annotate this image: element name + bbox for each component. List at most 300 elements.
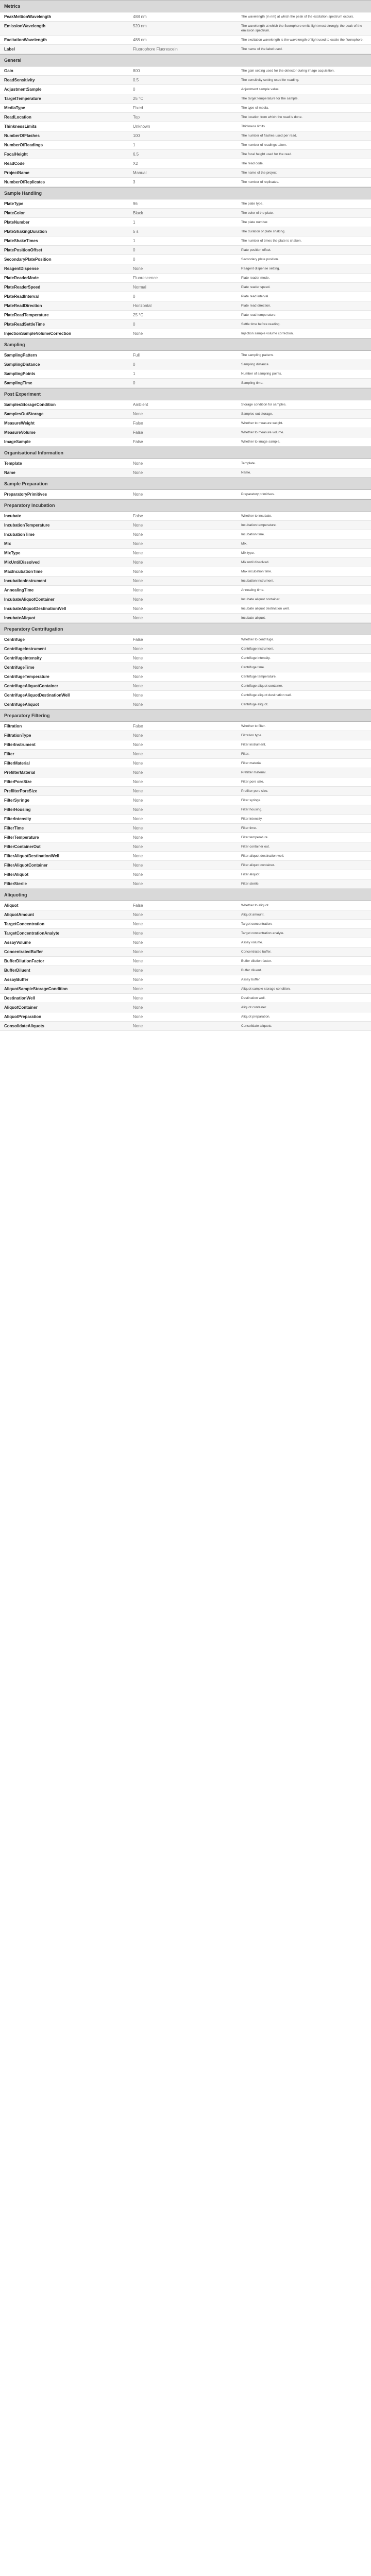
option-row [0,966,371,975]
option-name: PreparatoryPrimitives [4,492,47,497]
option-value: 6.5 [133,152,139,157]
option-description: Whether to measure volume. [241,431,284,434]
option-description: Mix until dissolved. [241,561,269,564]
option-row [0,468,371,478]
option-row [0,815,371,824]
option-name: FilterContainerOut [4,844,41,849]
option-row [0,731,371,740]
section-header: General [0,54,371,66]
option-name: ReadCode [4,161,25,166]
option-description: The type of media. [241,106,269,110]
option-row [0,22,371,36]
option-description: Concentrated buffer. [241,950,272,954]
option-row [0,292,371,301]
section-rows [0,12,371,54]
option-value: Top [133,115,140,120]
option-value: None [133,693,143,698]
option-name: NumberOfReadings [4,143,43,147]
option-row [0,759,371,768]
option-value: None [133,854,143,858]
option-row [0,691,371,700]
section-rows [0,351,371,388]
option-description: Injection sample volume correction. [241,332,294,335]
option-name: FilterTemperature [4,835,39,840]
option-description: Whether to incubate. [241,514,272,518]
option-description: Plate position offset. [241,248,272,252]
section-rows [0,722,371,889]
option-value: False [133,430,143,435]
option-value: None [133,996,143,1001]
section-header: Organisational Information [0,447,371,459]
option-description: The sensitivity setting used for reading. [241,78,299,82]
option-value: 100 [133,133,140,138]
option-value: 96 [133,201,138,206]
option-description: Secondary plate position. [241,258,279,261]
option-value: None [133,606,143,611]
option-row [0,938,371,947]
option-name: ConcentratedBuffer [4,950,43,954]
option-description: Mix. [241,542,247,546]
option-name: SamplesOutStorage [4,412,44,416]
option-row [0,595,371,604]
option-name: PlateShakingDuration [4,229,47,234]
option-description: The excitation wavelength is the wavelength of light used to excite the fluorophore. [241,38,364,42]
option-name: FilterIntensity [4,817,31,821]
option-value: None [133,807,143,812]
option-value: Fluorophore Fluorescein [133,47,178,52]
option-row [0,1022,371,1031]
option-description: Plate read interval. [241,295,269,298]
option-name: PlateReaderMode [4,276,39,280]
option-name: ReadSensitivity [4,78,35,82]
option-row [0,824,371,833]
option-name: FilterTime [4,826,24,831]
option-name: AliquotSampleStorageCondition [4,987,68,991]
option-name: IncubateAliquot [4,616,36,620]
option-row [0,787,371,796]
option-row [0,539,371,549]
option-name: ThinknessLimits [4,124,37,129]
option-row [0,663,371,672]
option-value: False [133,439,143,444]
option-description: The plate type. [241,202,263,206]
option-name: IncubateAliquotContainer [4,597,55,602]
section-header: Metrics [0,0,371,12]
option-row [0,549,371,558]
option-name: AdjustmentSample [4,87,42,92]
option-row [0,311,371,320]
option-description: Assay buffer. [241,978,261,981]
option-name: MeasureVolume [4,430,36,435]
option-description: Centrifuge aliquot container. [241,684,283,688]
option-name: AliquotContainer [4,1005,38,1010]
section-rows [0,199,371,338]
option-row [0,722,371,731]
option-value: 488 nm [133,38,147,42]
option-name: CentrifugeAliquot [4,702,39,707]
option-description: The duration of plate shaking. [241,230,285,233]
option-row [0,750,371,759]
option-value: None [133,844,143,849]
option-value: 0.5 [133,78,139,82]
option-value: None [133,266,143,271]
option-description: Number of sampling points. [241,372,282,376]
options-table-page [0,0,371,1031]
section-header: Aliquoting [0,889,371,901]
option-description: The color of the plate. [241,211,274,215]
option-row [0,635,371,645]
option-name: Incubate [4,514,21,518]
option-description: Filter intensity. [241,817,263,821]
option-value: None [133,1005,143,1010]
option-description: Max incubation time. [241,570,272,573]
option-name: Filter [4,752,14,756]
option-description: The location from which the read is done. [241,115,302,119]
option-name: ImageSample [4,439,31,444]
option-row [0,577,371,586]
option-description: Mix type. [241,551,255,555]
option-row [0,236,371,246]
option-name: FilterAliquot [4,872,29,877]
option-name: MixUntilDissolved [4,560,40,565]
option-row [0,428,371,437]
option-row [0,264,371,274]
option-value: 1 [133,143,136,147]
option-name: Gain [4,69,13,73]
option-value: None [133,977,143,982]
option-name: SamplesStorageCondition [4,402,56,407]
option-name: ReagentDispense [4,266,39,271]
option-description: Target concentration. [241,922,273,926]
option-value: None [133,492,143,497]
option-name: FilterMaterial [4,761,30,766]
section-header: Sampling [0,338,371,351]
option-name: CentrifugeIntensity [4,656,42,660]
option-value: None [133,882,143,886]
option-description: Incubate aliquot container. [241,598,280,601]
option-name: FilterPoreSize [4,779,32,784]
option-value: None [133,684,143,688]
option-row [0,122,371,131]
option-row [0,45,371,54]
option-name: NumberOfReplicates [4,180,45,184]
option-row [0,168,371,178]
option-value: None [133,579,143,583]
option-value: None [133,1014,143,1019]
option-name: PlateReadTemperature [4,313,49,317]
option-row [0,768,371,777]
option-name: Filtration [4,724,22,728]
option-row [0,159,371,168]
option-name: CentrifugeTemperature [4,674,49,679]
option-value: None [133,733,143,738]
option-description: The focal height used for the read. [241,152,293,156]
option-row [0,852,371,861]
option-description: Incubation temperature. [241,523,277,527]
option-description: Thickness limits. [241,125,266,128]
option-name: DestinationWell [4,996,35,1001]
option-description: Buffer dilution factor. [241,959,272,963]
option-description: Target concentration analyte. [241,931,284,935]
option-name: PlateType [4,201,24,206]
option-name: SecondaryPlatePosition [4,257,52,262]
option-name: MaxIncubationTime [4,569,43,574]
option-description: Plate read direction. [241,304,271,308]
option-description: Incubation instrument. [241,579,274,583]
option-row [0,842,371,852]
option-row [0,700,371,709]
option-name: Aliquot [4,903,19,908]
option-row [0,975,371,985]
option-value: None [133,665,143,670]
option-row [0,654,371,663]
option-description: Prefilter pore size. [241,789,268,793]
option-row [0,604,371,614]
option-description: Sampling time. [241,381,263,385]
option-name: ConsolidateAliquots [4,1024,44,1028]
option-value: Unknown [133,124,150,129]
option-row [0,558,371,567]
option-description: Filter instrument. [241,743,266,747]
option-value: 0 [133,257,136,262]
option-description: Assay volume. [241,941,263,944]
option-description: Sampling distance. [241,363,269,366]
option-name: CentrifugeAliquotContainer [4,684,58,688]
option-row [0,929,371,938]
option-name: IncubationInstrument [4,579,46,583]
option-value: None [133,470,143,475]
option-row [0,437,371,447]
option-row [0,994,371,1003]
option-value: None [133,551,143,555]
option-value: None [133,863,143,868]
option-name: Mix [4,541,11,546]
option-description: Centrifuge aliquot destination well. [241,693,293,697]
option-description: Incubate aliquot destination well. [241,607,290,611]
option-row [0,672,371,682]
option-name: SamplingDistance [4,362,40,367]
option-row [0,218,371,227]
option-row [0,1003,371,1012]
option-name: BufferDiluent [4,968,30,973]
option-row [0,1012,371,1022]
option-row [0,369,371,379]
option-name: Name [4,470,15,475]
option-value: None [133,940,143,945]
option-value: 1 [133,220,136,225]
option-name: ExcitationWavelength [4,38,47,42]
option-description: The plate number. [241,221,268,224]
option-row [0,329,371,338]
section-rows [0,901,371,1031]
option-value: None [133,789,143,793]
option-value: Black [133,211,143,215]
option-description: The sampling pattern. [241,353,274,357]
option-row [0,227,371,236]
option-value: None [133,817,143,821]
option-description: Centrifuge instrument. [241,647,274,651]
option-description: Filter material. [241,761,263,765]
option-name: EmissionWavelength [4,24,46,28]
option-description: The wavelength (in nm) at which the peak of the excitation spectrum occurs. [241,15,354,19]
option-description: The read code. [241,162,264,165]
option-value: False [133,724,143,728]
option-description: Samples out storage. [241,412,273,416]
option-value: None [133,674,143,679]
option-row [0,682,371,691]
option-row [0,957,371,966]
option-description: Adjustment sample value. [241,88,280,91]
option-row [0,870,371,879]
option-description: Annealing time. [241,588,264,592]
option-description: Whether to centrifuge. [241,638,274,641]
option-value: Full [133,353,140,358]
option-description: The wavelength at which the fluorophore emits light most strongly, the peak of the emission spectrum. [241,24,362,32]
option-row [0,320,371,329]
section-rows [0,490,371,499]
option-description: Storage condition for samples. [241,403,286,406]
option-row [0,985,371,994]
option-row [0,351,371,360]
option-row [0,400,371,410]
option-value: Fluorescence [133,276,158,280]
option-row [0,131,371,141]
option-value: Fixed [133,106,143,110]
option-description: The number of flashes used per read. [241,134,297,138]
option-description: Filtration type. [241,734,262,737]
option-row [0,12,371,22]
section-header: Sample Preparation [0,478,371,490]
option-row [0,76,371,85]
option-row [0,740,371,750]
option-name: PlateColor [4,211,25,215]
option-row [0,521,371,530]
option-row [0,567,371,577]
option-row [0,150,371,159]
option-name: CentrifugeAliquotDestinationWell [4,693,70,698]
option-description: Filter syringe. [241,799,262,802]
option-description: Plate reader speed. [241,285,271,289]
option-value: None [133,560,143,565]
option-name: PlateShakeTimes [4,239,38,243]
option-value: None [133,523,143,528]
option-row [0,861,371,870]
option-value: None [133,770,143,775]
option-description: Centrifuge temperature. [241,675,277,679]
option-value: None [133,826,143,831]
option-row [0,178,371,187]
option-name: PrefilterMaterial [4,770,36,775]
option-value: 800 [133,69,140,73]
option-name: MeasureWeight [4,421,35,426]
option-description: Whether to measure weight. [241,421,283,425]
option-name: FilterHousing [4,807,31,812]
option-name: FilterSyringe [4,798,29,803]
option-value: None [133,656,143,660]
option-description: Aliquot amount. [241,913,265,917]
option-description: The number of readings taken. [241,143,287,147]
option-name: SamplingTime [4,381,32,385]
option-name: FilterSterile [4,882,27,886]
option-row [0,283,371,292]
option-row [0,66,371,76]
option-name: Label [4,47,15,52]
section-rows [0,512,371,623]
option-value: None [133,968,143,973]
option-name: MixType [4,551,21,555]
option-name: PrefilterPoreSize [4,789,38,793]
option-value: None [133,835,143,840]
option-row [0,94,371,104]
option-value: None [133,931,143,936]
option-name: SamplingPattern [4,353,37,358]
option-value: Horizontal [133,303,152,308]
option-name: PlateNumber [4,220,30,225]
option-value: 488 nm [133,14,147,19]
option-name: PlateReaderSpeed [4,285,41,290]
option-row [0,530,371,539]
option-value: 0 [133,381,136,385]
option-description: Settle time before reading. [241,323,281,326]
option-value: 5 s [133,229,139,234]
option-value: None [133,950,143,954]
option-description: Filter aliquot destination well. [241,854,284,858]
option-name: PlateReadSettleTime [4,322,45,327]
option-description: Filter. [241,752,249,756]
option-value: 1 [133,239,136,243]
option-row [0,459,371,468]
option-description: Plate reader mode. [241,276,270,280]
option-value: None [133,597,143,602]
option-value: None [133,779,143,784]
option-description: Aliquot container. [241,1006,267,1009]
option-row [0,910,371,920]
option-row [0,379,371,388]
option-value: 25 °C [133,96,144,101]
option-description: Destination well. [241,996,266,1000]
option-description: Reagent dispense setting. [241,267,280,270]
option-description: Aliquot sample storage condition. [241,987,291,991]
option-name: FilterInstrument [4,742,36,747]
option-value: None [133,959,143,963]
section-header: Preparatory Filtering [0,709,371,722]
option-name: AliquotPreparation [4,1014,42,1019]
option-description: Filter housing. [241,808,262,811]
option-value: None [133,761,143,766]
option-name: PlateReadInterval [4,294,39,299]
option-description: Whether to aliquot. [241,904,269,907]
option-value: None [133,987,143,991]
option-row [0,419,371,428]
option-row [0,901,371,910]
option-description: The name of the project. [241,171,278,175]
option-name: AliquotAmount [4,912,34,917]
option-value: None [133,588,143,592]
option-name: TargetTemperature [4,96,41,101]
option-value: False [133,421,143,426]
option-value: 0 [133,322,136,327]
option-row [0,85,371,94]
option-name: AnnealingTime [4,588,34,592]
option-description: Whether to image sample. [241,440,280,444]
option-name: TargetConcentration [4,922,45,926]
option-value: False [133,514,143,518]
option-row [0,113,371,122]
option-value: 0 [133,87,136,92]
option-name: PeakMeltionWavelength [4,14,52,19]
option-row [0,255,371,264]
option-value: None [133,922,143,926]
